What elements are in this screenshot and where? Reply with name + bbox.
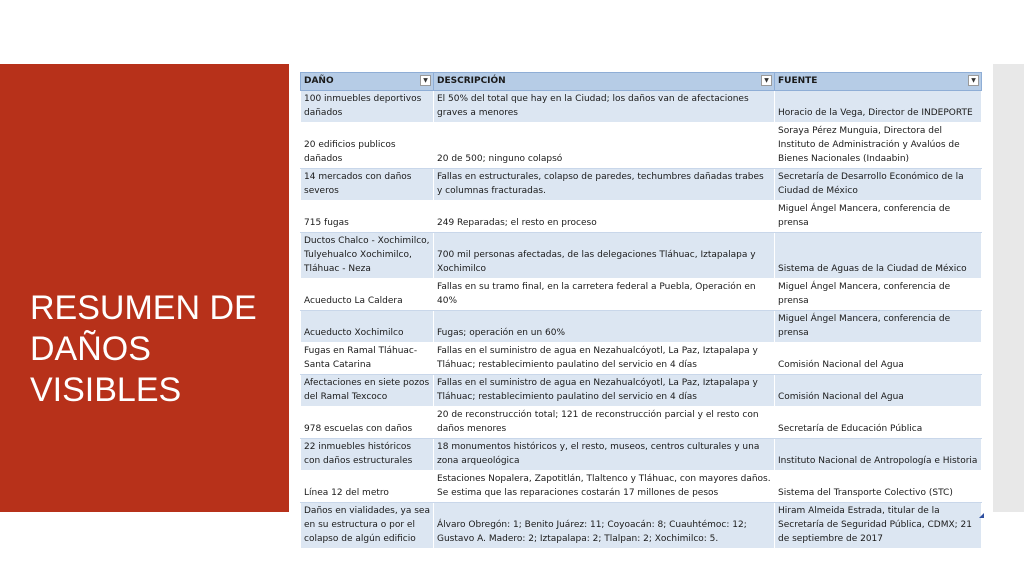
slide-title-line: RESUMEN DE — [30, 289, 257, 327]
table-row — [301, 503, 982, 549]
cell-descripcion: Estaciones Nopalera, Zapotitlán, Tlaltenco y Tláhuac, con mayores daños. Se estima que las reparaciones costarán 17 millones de pesos — [434, 471, 775, 503]
slide-title-line: DAÑOS — [30, 330, 151, 368]
cell-dano: Daños en vialidades, ya sea en su estructura o por el colapso de algún edificio — [301, 503, 434, 549]
damage-table — [300, 72, 982, 549]
cell-fuente: Instituto Nacional de Antropología e Historia — [775, 439, 982, 471]
cell-descripcion: Fallas en el suministro de agua en Nezahualcóyotl, La Paz, Iztapalapa y Tláhuac; restablecimiento paulatino del servicio en 4 días — [434, 375, 775, 407]
cell-descripcion: 20 de 500; ninguno colapsó — [434, 123, 775, 169]
cell-descripcion: 18 monumentos históricos y, el resto, museos, centros culturales y una zona arqueológica — [434, 439, 775, 471]
cell-fuente: Miguel Ángel Mancera, conferencia de prensa — [775, 311, 982, 343]
cell-dano: Ductos Chalco - Xochimilco, Tulyehualco Xochimilco, Tláhuac - Neza — [301, 233, 434, 279]
cell-descripcion: Fugas; operación en un 60% — [434, 311, 775, 343]
table-row — [301, 201, 982, 233]
cell-descripcion: Fallas en estructurales, colapso de paredes, techumbres dañadas trabes y columnas fracturadas. — [434, 169, 775, 201]
cell-fuente: Sistema de Aguas de la Ciudad de México — [775, 233, 982, 279]
cell-descripcion: 249 Reparadas; el resto en proceso — [434, 201, 775, 233]
column-header-label: FUENTE — [778, 76, 818, 86]
table-row — [301, 311, 982, 343]
table-row — [301, 123, 982, 169]
cell-dano: 715 fugas — [301, 201, 434, 233]
damage-summary-sheet — [297, 66, 987, 544]
cell-fuente: Sistema del Transporte Colectivo (STC) — [775, 471, 982, 503]
cell-dano: Afectaciones en siete pozos del Ramal Texcoco — [301, 375, 434, 407]
filter-dropdown-icon[interactable]: ▼ — [761, 75, 772, 86]
column-header-label: DESCRIPCIÓN — [437, 76, 506, 86]
cell-descripcion: El 50% del total que hay en la Ciudad; los daños van de afectaciones graves a menores — [434, 91, 775, 123]
filter-dropdown-icon[interactable]: ▼ — [420, 75, 431, 86]
cell-descripcion: 700 mil personas afectadas, de las delegaciones Tláhuac, Iztapalapa y Xochimilco — [434, 233, 775, 279]
table-row — [301, 91, 982, 123]
table-row — [301, 407, 982, 439]
table-row — [301, 439, 982, 471]
cell-dano: 22 inmuebles históricos con daños estructurales — [301, 439, 434, 471]
cell-fuente: Soraya Pérez Munguia, Directora del Instituto de Administración y Avalúos de Bienes Nacionales (Indaabin) — [775, 123, 982, 169]
column-header-label: DAÑO — [304, 76, 334, 86]
cell-dano: Fugas en Ramal Tláhuac-Santa Catarina — [301, 343, 434, 375]
side-strip — [993, 64, 1024, 512]
cell-descripcion: Álvaro Obregón: 1; Benito Juárez: 11; Coyoacán: 8; Cuauhtémoc: 12; Gustavo A. Madero: 2; Iztapalapa: 2; Tlalpan: 2; Xochimilco: 5. — [434, 503, 775, 549]
cell-descripcion: Fallas en su tramo final, en la carretera federal a Puebla, Operación en 40% — [434, 279, 775, 311]
cell-fuente: Secretaría de Desarrollo Económico de la Ciudad de México — [775, 169, 982, 201]
cell-fuente: Comisión Nacional del Agua — [775, 343, 982, 375]
cell-descripcion: Fallas en el suministro de agua en Nezahualcóyotl, La Paz, Iztapalapa y Tláhuac; restablecimiento paulatino del servicio en 4 días — [434, 343, 775, 375]
column-header-dano — [301, 73, 434, 91]
cell-dano: Línea 12 del metro — [301, 471, 434, 503]
column-header-fuente — [775, 73, 982, 91]
table-row — [301, 169, 982, 201]
cell-fuente: Hiram Almeida Estrada, titular de la Secretaría de Seguridad Pública, CDMX; 21 de septiembre de 2017 — [775, 503, 982, 549]
cell-fuente: Horacio de la Vega, Director de INDEPORTE — [775, 91, 982, 123]
title-panel — [0, 64, 289, 512]
cell-dano: 20 edificios publicos dañados — [301, 123, 434, 169]
cell-dano: 978 escuelas con daños — [301, 407, 434, 439]
cell-fuente: Comisión Nacional del Agua — [775, 375, 982, 407]
table-header-row — [301, 73, 982, 91]
cell-fuente: Miguel Ángel Mancera, conferencia de prensa — [775, 201, 982, 233]
cell-fuente: Secretaría de Educación Pública — [775, 407, 982, 439]
table-row — [301, 233, 982, 279]
column-header-descripcion — [434, 73, 775, 91]
cell-descripcion: 20 de reconstrucción total; 121 de reconstrucción parcial y el resto con daños menores — [434, 407, 775, 439]
cell-dano: Acueducto Xochimilco — [301, 311, 434, 343]
table-row — [301, 343, 982, 375]
table-row — [301, 375, 982, 407]
slide-title-line: VISIBLES — [30, 371, 182, 409]
table-row — [301, 279, 982, 311]
table-row — [301, 471, 982, 503]
cell-dano: 100 inmuebles deportivos dañados — [301, 91, 434, 123]
filter-dropdown-icon[interactable]: ▼ — [968, 75, 979, 86]
cell-fuente: Miguel Ángel Mancera, conferencia de prensa — [775, 279, 982, 311]
cell-dano: Acueducto La Caldera — [301, 279, 434, 311]
slide-title — [30, 288, 280, 411]
cell-dano: 14 mercados con daños severos — [301, 169, 434, 201]
